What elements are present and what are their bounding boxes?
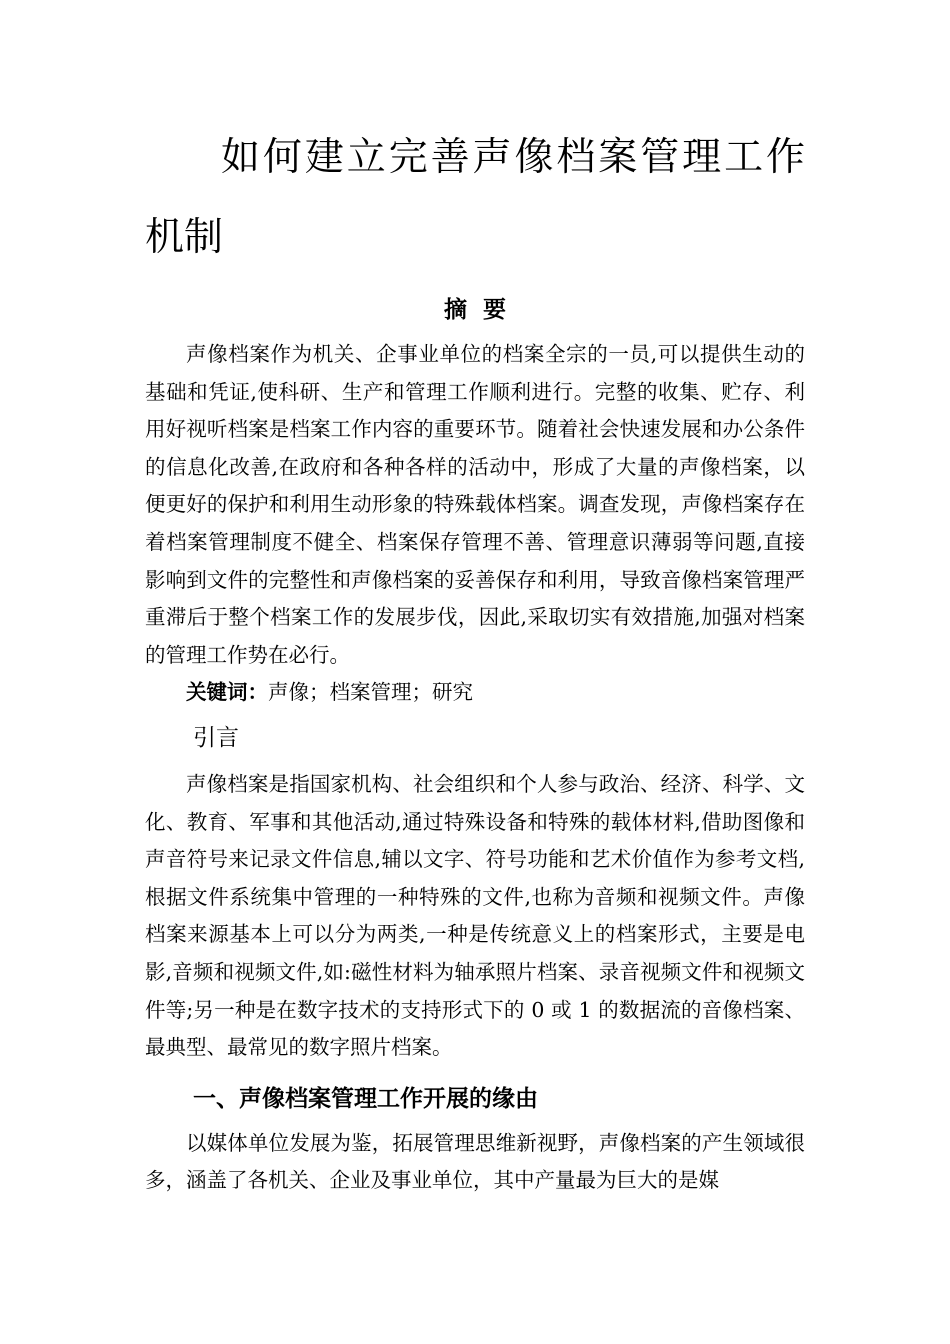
keywords-line xyxy=(145,674,805,712)
keywords-label: 关键词： xyxy=(186,680,268,705)
intro-heading: 引言 xyxy=(193,724,239,751)
keywords-text: 声像；档案管理；研究 xyxy=(268,680,473,705)
section-1-paragraph: 以媒体单位发展为鉴，拓展管理思维新视野，声像档案的产生领域很多，涵盖了各机关、企业及事业单位，其中产量最为巨大的是媒 xyxy=(145,1130,805,1193)
abstract-paragraph: 声像档案作为机关、企事业单位的档案全宗的一员,可以提供生动的基础和凭证,使科研、生产和管理工作顺利进行。完整的收集、贮存、利用好视听档案是档案工作内容的重要环节。随着社会快速发展和办公条件的信息化改善,在政府和各种各样的活动中，形成了大量的声像档案，以便更好的保护和利用生动形象的特殊载体档案。调查发现，声像档案存在着档案管理制度不健全、档案保存管理不善、管理意识薄弱等问题,直接影响到文件的完整性和声像档案的妥善保存和利用，导致音像档案管理严重滞后于整个档案工作的发展步伐，因此,采取切实有效措施,加强对档案的管理工作势在必行。 xyxy=(145,342,805,667)
document-page xyxy=(145,118,805,1200)
document-title: 如何建立完善声像档案管理工作机制 xyxy=(145,135,805,260)
abstract-heading: 摘 要 xyxy=(443,297,506,323)
section-1-heading: 一、声像档案管理工作开展的缘由 xyxy=(193,1085,538,1112)
intro-paragraph: 声像档案是指国家机构、社会组织和个人参与政治、经济、科学、文化、教育、军事和其他活动,通过特殊设备和特殊的载体材料,借助图像和声音符号来记录文件信息,辅以文字、符号功能和艺术价值作为参考文档,根据文件系统集中管理的一种特殊的文件,也称为音频和视频文件。声像档案来源基本上可以分为两类,一种是传统意义上的档案形式，主要是电影,音频和视频文件,如:磁性材料为轴承照片档案、录音视频文件和视频文件等;另一种是在数字技术的支持形式下的 0 或 1 的数据流的音像档案、最典型、最常见的数字照片档案。 xyxy=(145,771,805,1060)
